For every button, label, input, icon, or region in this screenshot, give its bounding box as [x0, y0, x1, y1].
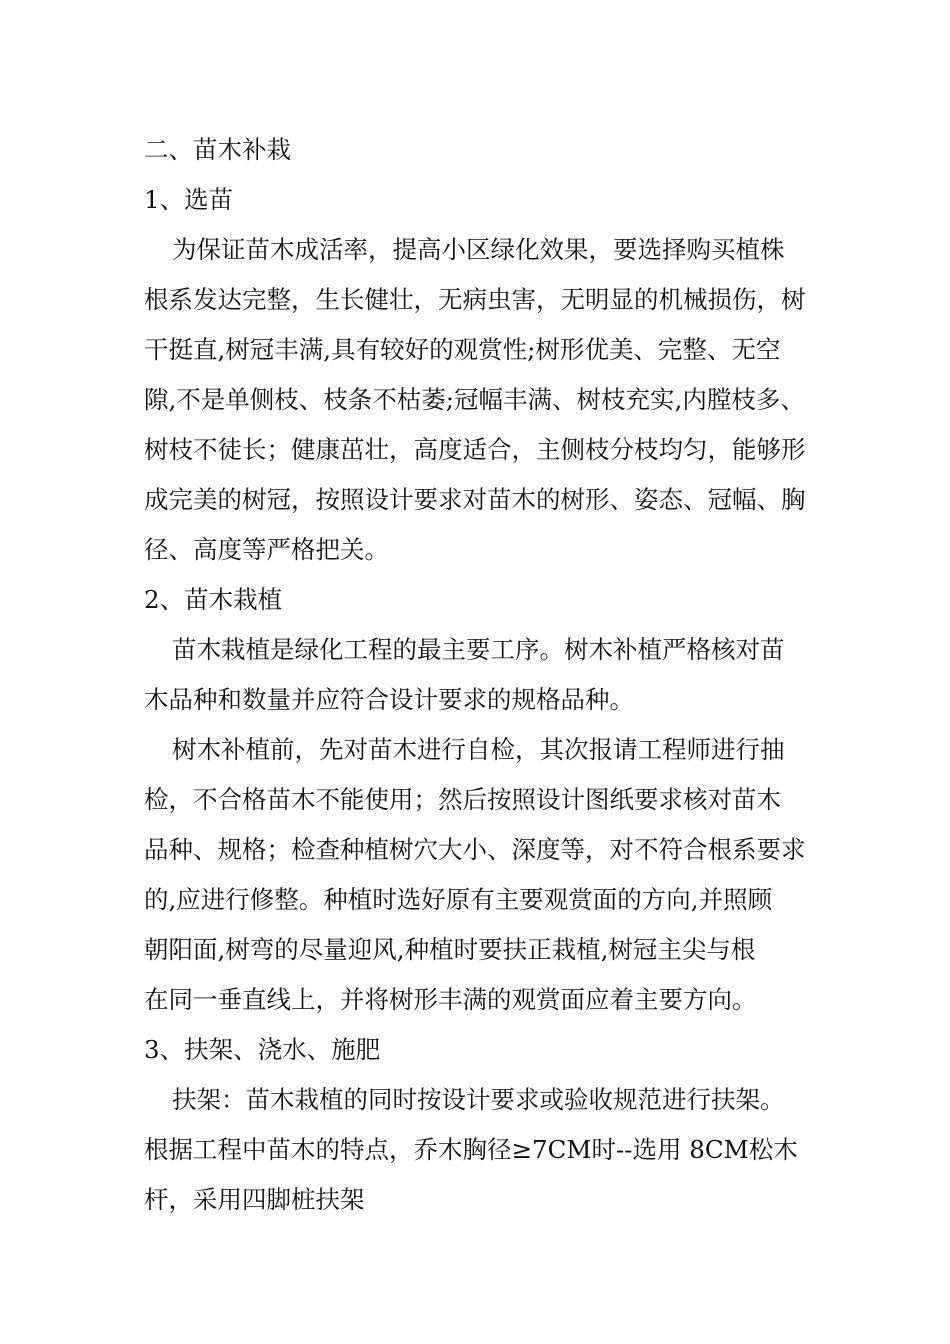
paragraph-line: 苗木栽植是绿化工程的最主要工序。树木补植严格核对苗 — [172, 635, 785, 664]
subsection-heading-select-seedlings: 1、选苗 — [144, 185, 234, 214]
paragraph-line: 径、高度等严格把关。 — [144, 535, 389, 564]
paragraph-line: 树枝不徒长；健康茁壮，高度适合，主侧枝分枝均匀，能够形 — [144, 435, 806, 464]
paragraph-line: 隙,不是单侧枝、枝条不枯萎;冠幅丰满、树枝充实,内膛枝多、 — [144, 385, 805, 414]
section-heading: 二、苗木补栽 — [144, 135, 291, 164]
paragraph-line: 的,应进行修整。种植时选好原有主要观赏面的方向,并照顾 — [144, 885, 773, 914]
paragraph-line: 朝阳面,树弯的尽量迎风,种植时要扶正栽植,树冠主尖与根 — [144, 935, 756, 964]
paragraph-line: 树木补植前，先对苗木进行自检，其次报请工程师进行抽 — [172, 735, 785, 764]
paragraph-line: 成完美的树冠，按照设计要求对苗木的树形、姿态、冠幅、胸 — [144, 485, 806, 514]
paragraph-line: 木品种和数量并应符合设计要求的规格品种。 — [144, 685, 634, 714]
paragraph-line: 杆，采用四脚桩扶架 — [144, 1185, 365, 1214]
paragraph-line: 干挺直,树冠丰满,具有较好的观赏性;树形优美、完整、无空 — [144, 335, 781, 364]
paragraph-line: 在同一垂直线上，并将树形丰满的观赏面应着主要方向。 — [144, 985, 757, 1014]
paragraph-line: 检，不合格苗木不能使用；然后按照设计图纸要求核对苗木 — [144, 785, 781, 814]
subsection-heading-planting: 2、苗木栽植 — [144, 585, 283, 614]
subsection-heading-support-water-fertilize: 3、扶架、浇水、施肥 — [144, 1035, 381, 1064]
paragraph-line: 根系发达完整，生长健壮，无病虫害，无明显的机械损伤，树 — [144, 285, 806, 314]
paragraph-line: 扶架：苗木栽植的同时按设计要求或验收规范进行扶架。 — [172, 1085, 785, 1114]
paragraph-line: 为保证苗木成活率，提高小区绿化效果，要选择购买植株 — [172, 235, 785, 264]
paragraph-line: 品种、规格；检查种植树穴大小、深度等，对不符合根系要求 — [144, 835, 806, 864]
paragraph-line: 根据工程中苗木的特点，乔木胸径≥7CM时--选用 8CM松木 — [144, 1135, 798, 1164]
